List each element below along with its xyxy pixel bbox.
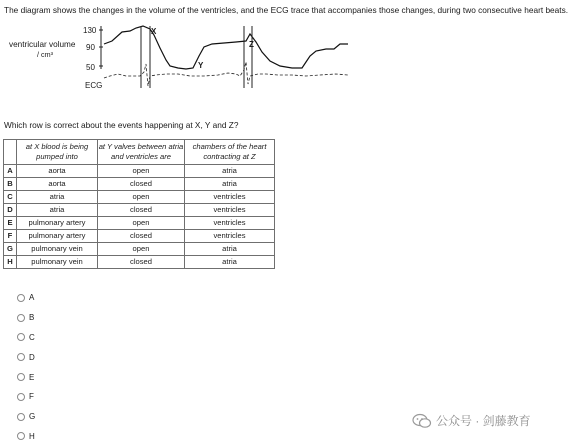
table-header-row [4, 140, 275, 165]
intro-text: The diagram shows the changes in the volume of the ventricles, and the ECG trace that accompanies those changes, during two consecutive heart beats. [4, 5, 569, 15]
row-letter: H [4, 256, 17, 269]
cell-y: open [98, 191, 185, 204]
watermark-text: 公众号 · 剑藤教育 [436, 414, 531, 428]
answer-table [3, 139, 275, 269]
row-letter: G [4, 243, 17, 256]
cell-x: atria [17, 191, 98, 204]
y-tick-130: 130 [83, 26, 97, 35]
cell-x: aorta [17, 165, 98, 178]
radio-icon[interactable] [17, 373, 25, 381]
marker-z: Z [249, 40, 254, 49]
row-letter: D [4, 204, 17, 217]
cell-z: atria [185, 256, 275, 269]
choice-b[interactable] [17, 308, 35, 328]
choice-label: G [29, 412, 36, 422]
table-row [4, 165, 275, 178]
choice-g[interactable] [17, 407, 35, 427]
choice-a[interactable] [17, 288, 35, 308]
cell-z: ventricles [185, 191, 275, 204]
table-row [4, 217, 275, 230]
answer-choices [17, 288, 35, 446]
y-axis-label: ventricular volume [9, 40, 76, 49]
table-row [4, 191, 275, 204]
cell-y: open [98, 217, 185, 230]
y-axis-unit: / cm³ [37, 50, 53, 59]
cell-x: atria [17, 204, 98, 217]
cell-y: closed [98, 178, 185, 191]
radio-icon[interactable] [17, 314, 25, 322]
cell-x: pulmonary artery [17, 217, 98, 230]
watermark [412, 412, 531, 429]
choice-label: H [29, 431, 35, 441]
radio-icon[interactable] [17, 432, 25, 440]
y-tick-50: 50 [86, 63, 95, 72]
cell-x: aorta [17, 178, 98, 191]
table-header-y: at Y valves between atria and ventricles are [98, 140, 185, 165]
cell-z: ventricles [185, 230, 275, 243]
radio-icon[interactable] [17, 393, 25, 401]
choice-label: D [29, 352, 35, 362]
row-letter: C [4, 191, 17, 204]
radio-icon[interactable] [17, 333, 25, 341]
y-tick-90: 90 [86, 43, 95, 52]
table-row [4, 178, 275, 191]
table-header-blank [4, 140, 17, 165]
choice-label: B [29, 313, 35, 323]
cell-y: closed [98, 204, 185, 217]
cell-z: atria [185, 243, 275, 256]
row-letter: B [4, 178, 17, 191]
ecg-label: ECG [85, 81, 103, 90]
heart-volume-ecg-diagram [0, 18, 352, 96]
radio-icon[interactable] [17, 353, 25, 361]
ecg-event-lines [141, 26, 252, 88]
cell-y: closed [98, 256, 185, 269]
row-letter: F [4, 230, 17, 243]
cell-x: pulmonary vein [17, 243, 98, 256]
table-row [4, 230, 275, 243]
cell-x: pulmonary artery [17, 230, 98, 243]
choice-d[interactable] [17, 347, 35, 367]
marker-y: Y [198, 61, 204, 70]
choice-h[interactable] [17, 427, 35, 446]
table-row [4, 243, 275, 256]
row-letter: A [4, 165, 17, 178]
cell-y: closed [98, 230, 185, 243]
radio-icon[interactable] [17, 413, 25, 421]
cell-z: atria [185, 178, 275, 191]
table-row [4, 204, 275, 217]
table-row [4, 256, 275, 269]
choice-label: F [29, 392, 34, 402]
choice-f[interactable] [17, 387, 35, 407]
marker-x: X [151, 27, 157, 36]
cell-y: open [98, 165, 185, 178]
row-letter: E [4, 217, 17, 230]
choice-label: E [29, 372, 35, 382]
table-header-x: at X blood is being pumped into [17, 140, 98, 165]
question-text: Which row is correct about the events happening at X, Y and Z? [4, 120, 239, 130]
radio-icon[interactable] [17, 294, 25, 302]
cell-z: ventricles [185, 217, 275, 230]
choice-c[interactable] [17, 328, 35, 348]
cell-x: pulmonary vein [17, 256, 98, 269]
choice-e[interactable] [17, 367, 35, 387]
choice-label: C [29, 332, 35, 342]
choice-label: A [29, 293, 35, 303]
cell-y: open [98, 243, 185, 256]
table-header-z: chambers of the heart contracting at Z [185, 140, 275, 165]
y-axis [99, 26, 103, 69]
cell-z: ventricles [185, 204, 275, 217]
wechat-icon [412, 413, 432, 429]
cell-z: atria [185, 165, 275, 178]
